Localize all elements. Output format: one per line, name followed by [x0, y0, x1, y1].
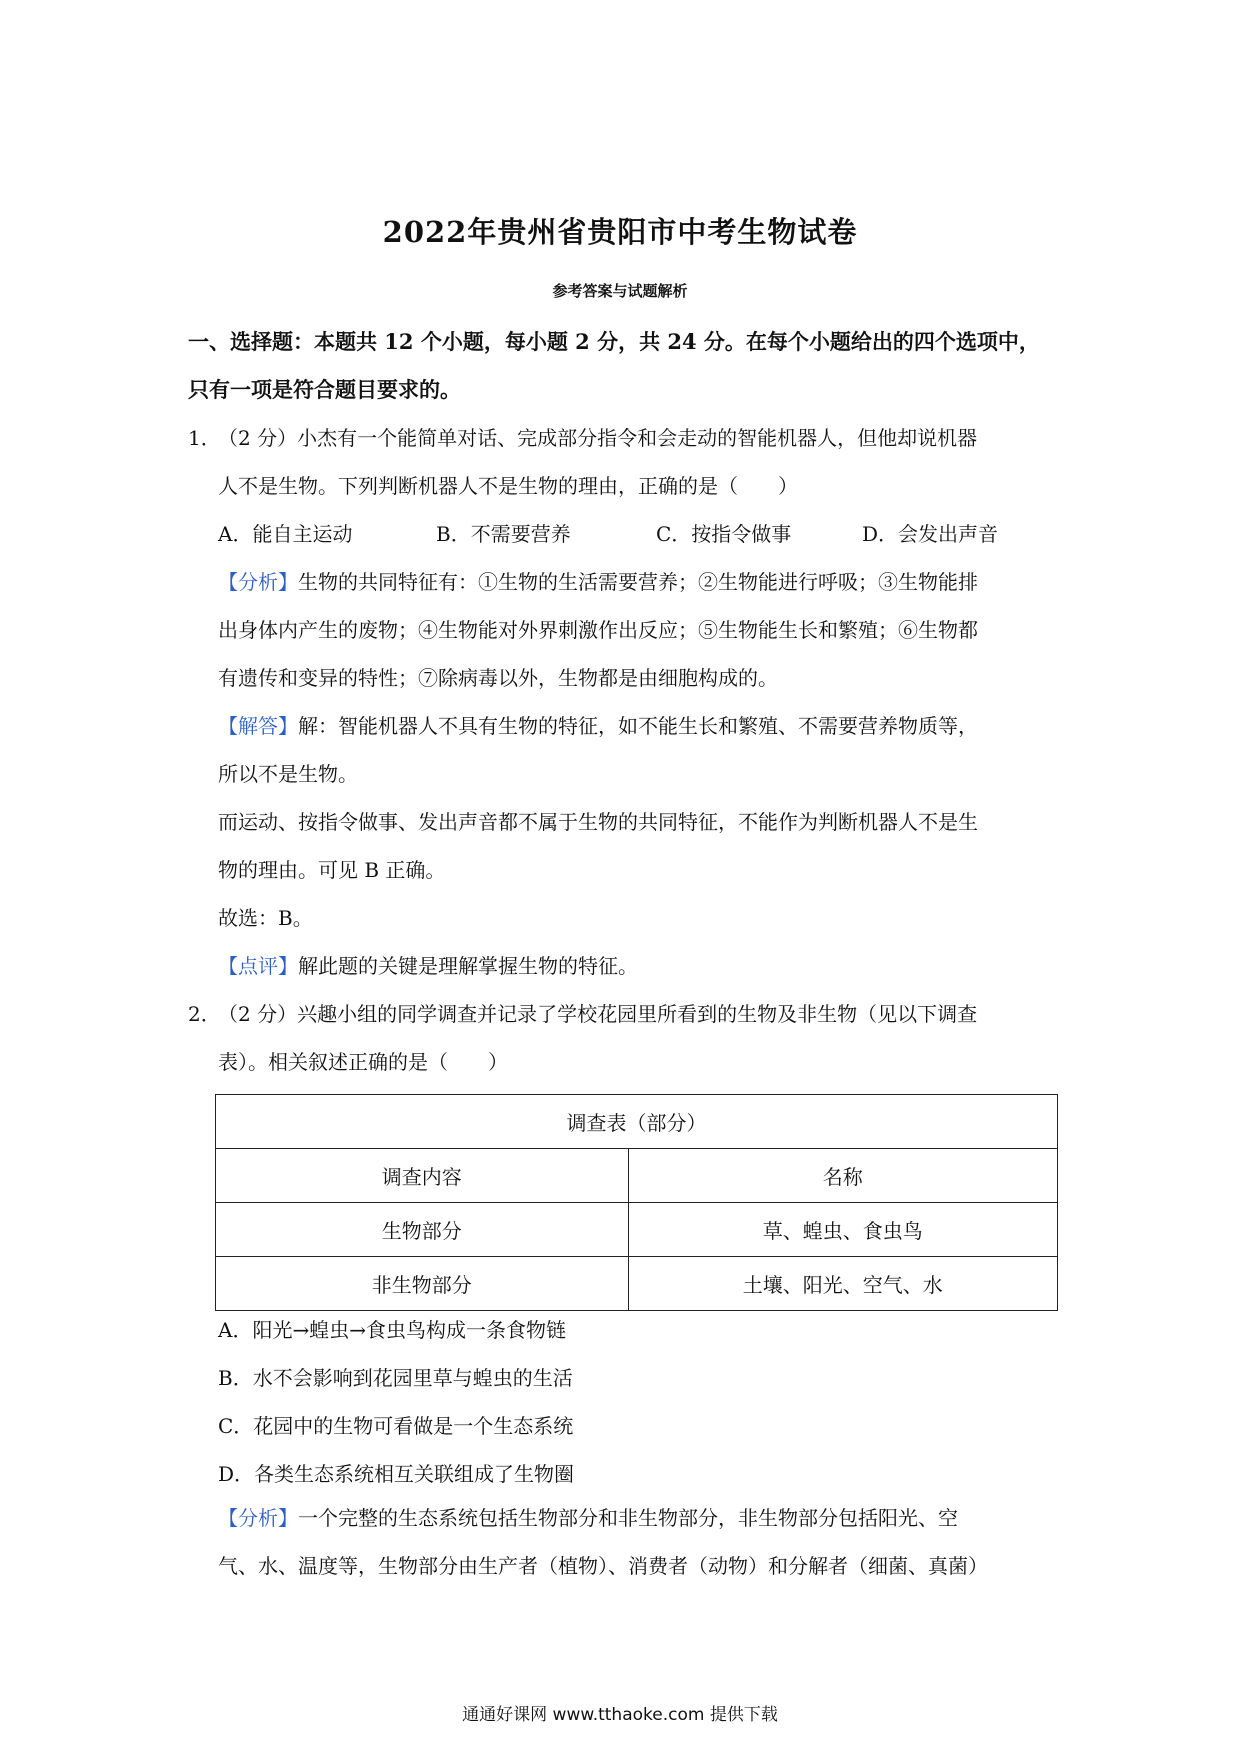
- answer-text-line-2: 所以不是生物。: [218, 762, 358, 786]
- question-2-number: 2．: [188, 1002, 221, 1026]
- question-2-option-a: A．阳光→蝗虫→食虫鸟构成一条食物链: [218, 1318, 566, 1342]
- question-2-stem-line-1: （2 分）兴趣小组的同学调查并记录了学校花园里所看到的生物及非生物（见以下调查: [218, 1002, 978, 1026]
- table-cell: 草、蝗虫、食虫鸟: [628, 1203, 1057, 1257]
- table-cell: 非生物部分: [216, 1257, 629, 1311]
- question-1-option-c: C．按指令做事: [656, 522, 792, 546]
- question-1-answer: [218, 702, 1068, 990]
- analysis-text-line-1: 生物的共同特征有：①生物的生活需要营养；②生物能进行呼吸；③生物能排: [298, 570, 978, 594]
- analysis-tag: 【分析】: [218, 570, 298, 594]
- table-header-cell: 调查内容: [216, 1149, 629, 1203]
- table-caption: 调查表（部分）: [216, 1095, 1058, 1149]
- section-heading: [188, 318, 1068, 414]
- analysis-tag: 【分析】: [218, 1506, 298, 1530]
- analysis-text-line-2: 出身体内产生的废物；④生物能对外界刺激作出反应；⑤生物能生长和繁殖；⑥生物都: [218, 618, 978, 642]
- page-subtitle: 参考答案与试题解析: [552, 282, 688, 300]
- question-1-option-d: D．会发出声音: [862, 522, 999, 546]
- question-2-stem-line-2: 表）。相关叙述正确的是（ ）: [218, 1050, 508, 1074]
- question-2-option-d: D．各类生态系统相互关联组成了生物圈: [218, 1462, 575, 1486]
- analysis-text-line-2: 气、水、温度等，生物部分由生产者（植物）、消费者（动物）和分解者（细菌、真菌）: [218, 1554, 988, 1578]
- question-1-stem-line-1: （2 分）小杰有一个能简单对话、完成部分指令和会走动的智能机器人，但他却说机器: [218, 426, 978, 450]
- table-row: [216, 1149, 1058, 1203]
- comment-tag: 【点评】: [218, 954, 298, 978]
- section-heading-line-2: 只有一项是符合题目要求的。: [188, 377, 461, 402]
- question-1-options: [218, 518, 998, 547]
- question-1: [188, 414, 1068, 510]
- question-2-option-c: C．花园中的生物可看做是一个生态系统: [218, 1414, 574, 1438]
- question-1-option-a: A．能自主运动: [218, 522, 353, 546]
- table-cell: 生物部分: [216, 1203, 629, 1257]
- question-2: [188, 990, 1068, 1086]
- answer-text-line-4: 物的理由。可见 B 正确。: [218, 858, 446, 882]
- question-1-option-b: B．不需要营养: [436, 522, 571, 546]
- table-row: [216, 1203, 1058, 1257]
- comment-text: 解此题的关键是理解掌握生物的特征。: [298, 954, 638, 978]
- survey-table: [215, 1094, 1058, 1311]
- question-1-analysis: [218, 558, 1068, 702]
- page-title: 2022年贵州省贵阳市中考生物试卷: [382, 215, 858, 249]
- page-footer: 通通好课网 www.tthaoke.com 提供下载: [462, 1705, 778, 1725]
- analysis-text-line-1: 一个完整的生态系统包括生物部分和非生物部分，非生物部分包括阳光、空: [298, 1506, 958, 1530]
- question-2-analysis: [218, 1494, 1068, 1590]
- section-heading-line-1: 一、选择题：本题共 12 个小题，每小题 2 分，共 24 分。在每个小题给出的四个选项中，: [188, 329, 1040, 354]
- table-row: [216, 1257, 1058, 1311]
- answer-tag: 【解答】: [218, 714, 298, 738]
- question-1-stem-line-2: 人不是生物。下列判断机器人不是生物的理由，正确的是（ ）: [218, 474, 798, 498]
- table-row: [216, 1095, 1058, 1149]
- answer-text-line-1: 解：智能机器人不具有生物的特征，如不能生长和繁殖、不需要营养物质等，: [298, 714, 978, 738]
- answer-text-line-3: 而运动、按指令做事、发出声音都不属于生物的共同特征，不能作为判断机器人不是生: [218, 810, 978, 834]
- table-header-cell: 名称: [628, 1149, 1057, 1203]
- question-2-option-b: B．水不会影响到花园里草与蝗虫的生活: [218, 1366, 573, 1390]
- table-cell: 土壤、阳光、空气、水: [628, 1257, 1057, 1311]
- analysis-text-line-3: 有遗传和变异的特性；⑦除病毒以外，生物都是由细胞构成的。: [218, 666, 778, 690]
- answer-choice: 故选：B。: [218, 906, 313, 930]
- question-1-number: 1．: [188, 426, 221, 450]
